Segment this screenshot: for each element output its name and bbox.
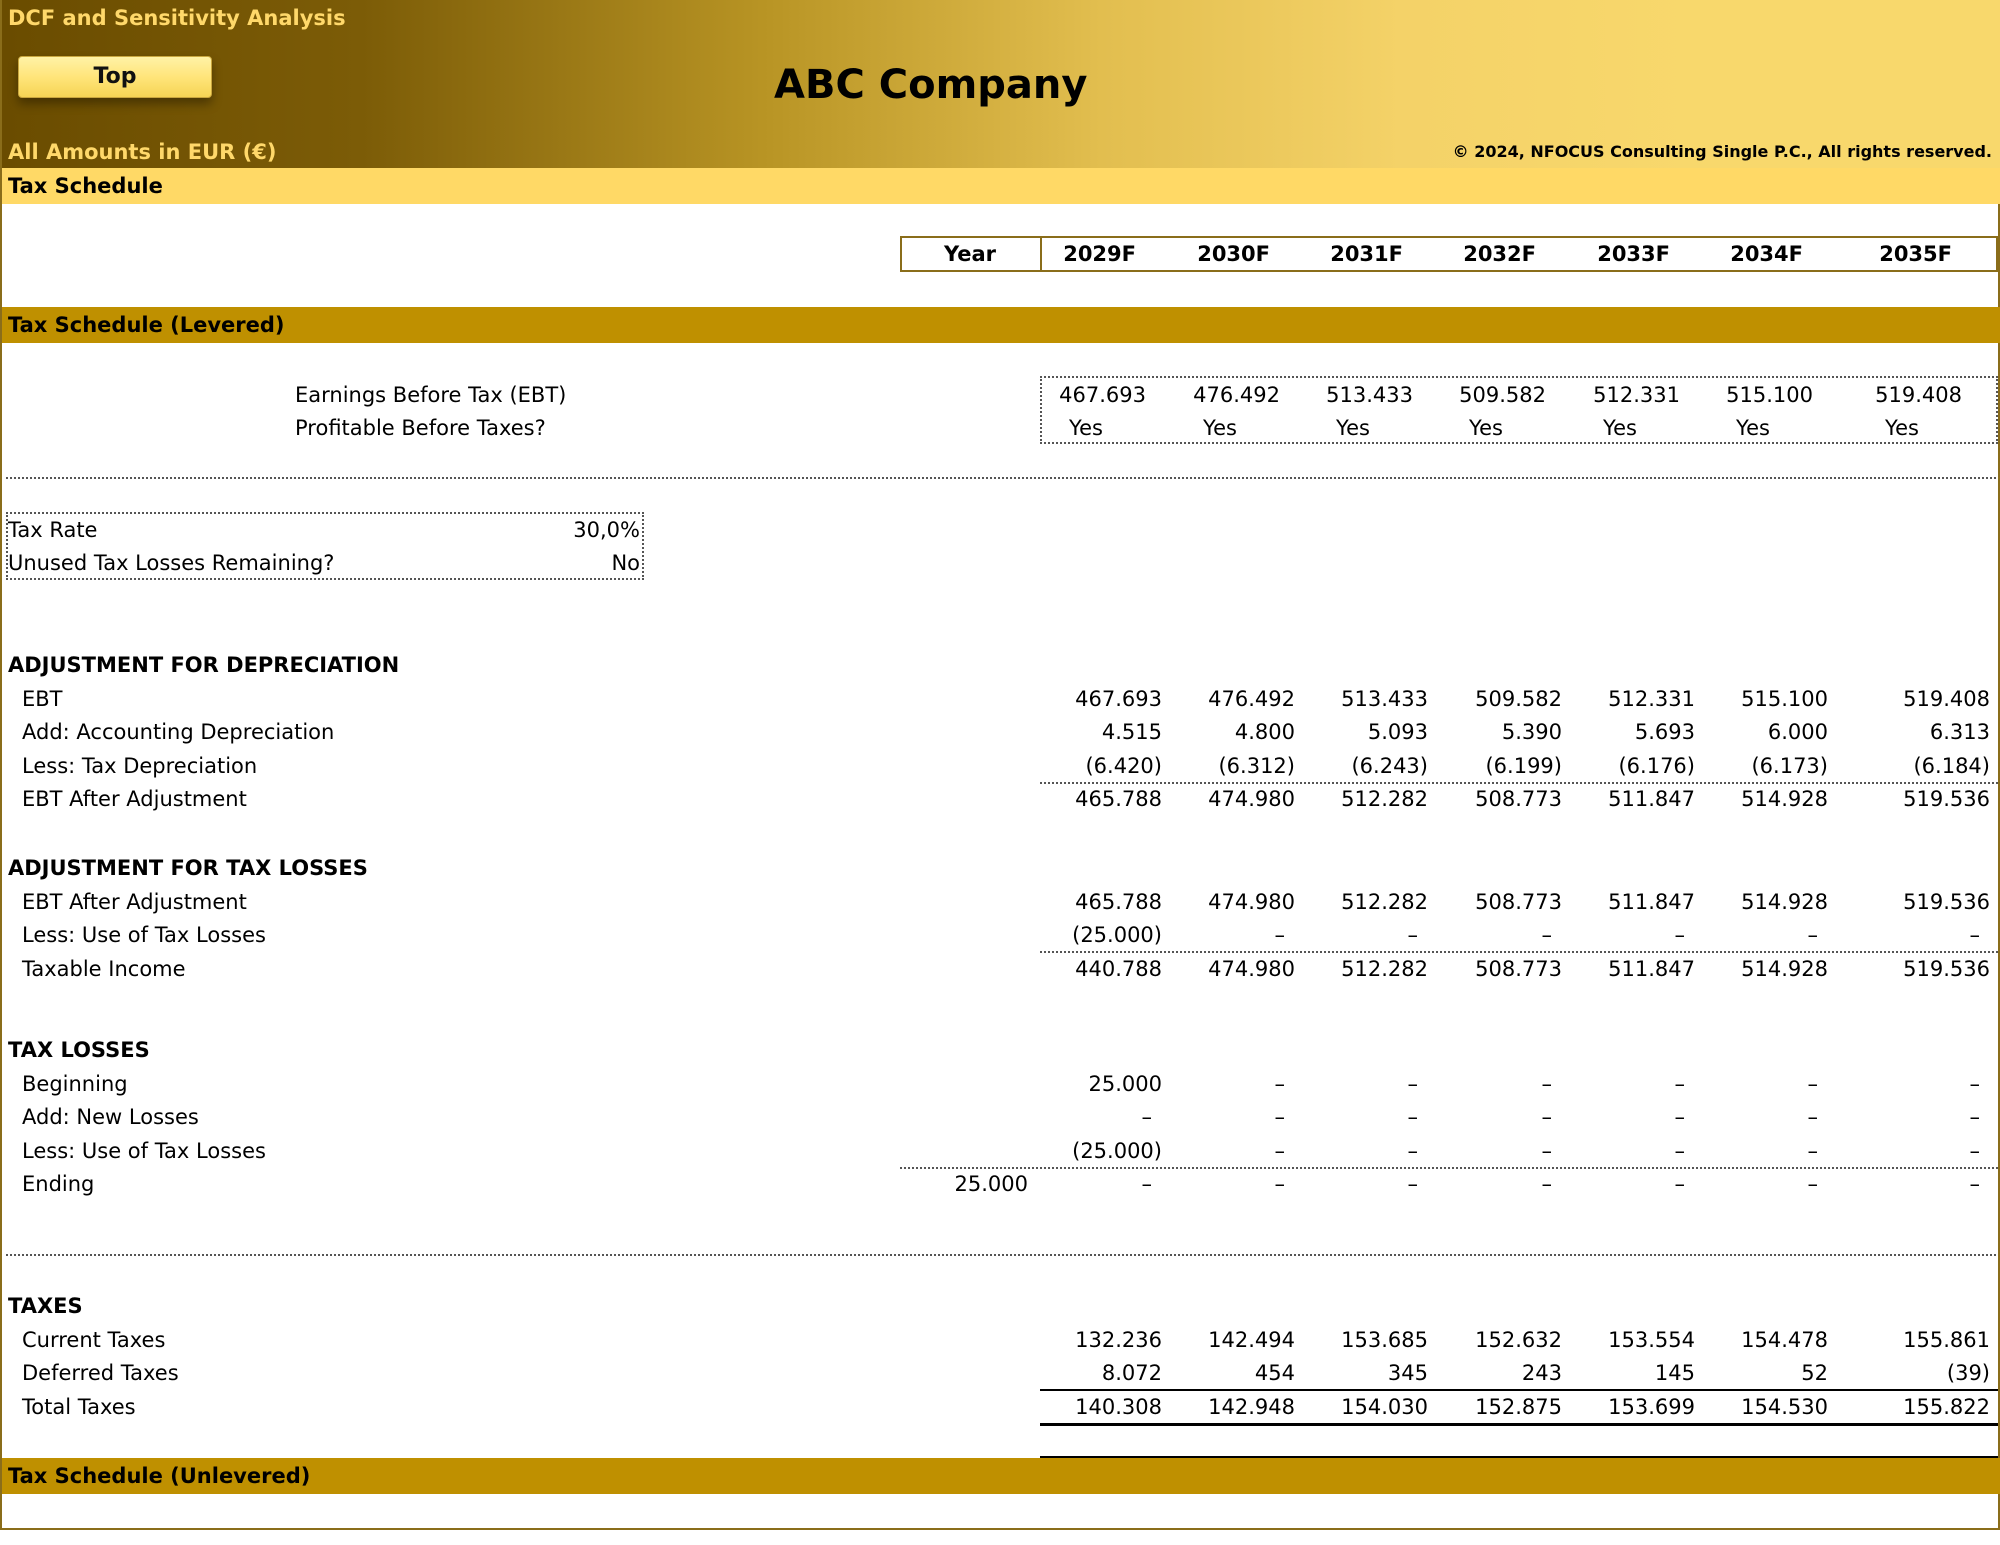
value-cell: 474.980 xyxy=(1208,889,1295,914)
ebt-cell: 509.582 xyxy=(1459,383,1546,407)
value-cell: – xyxy=(1407,923,1418,948)
section-title: TAXES xyxy=(8,1294,83,1318)
ebt-cell: 476.492 xyxy=(1193,383,1280,407)
value-cell: (6.199) xyxy=(1485,753,1562,778)
value-cell: 132.236 xyxy=(1075,1327,1162,1352)
value-cell: 508.773 xyxy=(1475,787,1562,812)
top-button[interactable]: Top xyxy=(18,56,212,98)
ebt-cell: 512.331 xyxy=(1593,383,1680,407)
value-cell: 5.693 xyxy=(1634,720,1695,745)
row-label: Beginning xyxy=(22,1071,128,1096)
ebt-cell: 515.100 xyxy=(1726,383,1813,407)
value-cell: 155.822 xyxy=(1903,1394,1990,1419)
profitable-cell: Yes xyxy=(1603,416,1637,440)
value-cell: – xyxy=(1141,1105,1152,1130)
value-cell: (25.000) xyxy=(1072,923,1162,948)
value-cell: – xyxy=(1969,923,1980,948)
value-cell: 513.433 xyxy=(1341,686,1428,711)
value-cell: 519.536 xyxy=(1903,956,1990,981)
value-cell: 514.928 xyxy=(1741,889,1828,914)
profitable-cell: Yes xyxy=(1336,416,1370,440)
row-label: Current Taxes xyxy=(22,1327,166,1352)
value-cell: – xyxy=(1969,1138,1980,1163)
value-cell: – xyxy=(1674,1071,1685,1096)
value-cell: – xyxy=(1969,1105,1980,1130)
value-cell: 152.632 xyxy=(1475,1327,1562,1352)
year-header-cell: 2033F xyxy=(1597,242,1670,266)
value-cell: – xyxy=(1407,1105,1418,1130)
ebt-cell: 513.433 xyxy=(1326,383,1413,407)
value-cell: 145 xyxy=(1654,1361,1695,1386)
value-cell: 4.800 xyxy=(1234,720,1295,745)
levered-title: Tax Schedule (Levered) xyxy=(8,313,285,337)
value-cell: 508.773 xyxy=(1475,889,1562,914)
unlevered-title: Tax Schedule (Unlevered) xyxy=(8,1464,311,1488)
value-cell: 476.492 xyxy=(1208,686,1295,711)
value-cell: 440.788 xyxy=(1075,956,1162,981)
value-cell: – xyxy=(1674,1138,1685,1163)
value-cell: (6.312) xyxy=(1218,753,1295,778)
value-cell: – xyxy=(1674,923,1685,948)
value-cell: 6.000 xyxy=(1767,720,1828,745)
value-cell: 465.788 xyxy=(1075,787,1162,812)
value-cell: 474.980 xyxy=(1208,956,1295,981)
value-cell: 345 xyxy=(1387,1361,1428,1386)
separator xyxy=(6,477,1996,479)
value-cell: 512.282 xyxy=(1341,787,1428,812)
profitable-cell: Yes xyxy=(1069,416,1103,440)
value-cell: 142.948 xyxy=(1208,1394,1295,1419)
value-cell: – xyxy=(1407,1172,1418,1197)
value-cell: 152.875 xyxy=(1475,1394,1562,1419)
year-label: Year xyxy=(943,242,997,266)
value-cell: 474.980 xyxy=(1208,787,1295,812)
copyright: © 2024, NFOCUS Consulting Single P.C., All rights reserved. xyxy=(1452,142,1992,161)
levered-band xyxy=(2,307,2000,343)
row-label: EBT After Adjustment xyxy=(22,889,247,914)
profitable-cell: Yes xyxy=(1203,416,1237,440)
value-cell: – xyxy=(1969,1172,1980,1197)
row-label: Ending xyxy=(22,1172,95,1197)
value-cell: – xyxy=(1407,1071,1418,1096)
year-header-cell: 2035F xyxy=(1879,242,1952,266)
row-label: EBT xyxy=(22,686,63,711)
ebt-cell: 467.693 xyxy=(1059,383,1146,407)
profitable-cell: Yes xyxy=(1885,416,1919,440)
value-cell: 243 xyxy=(1521,1361,1562,1386)
section-title: ADJUSTMENT FOR DEPRECIATION xyxy=(8,653,400,677)
value-cell: 512.331 xyxy=(1608,686,1695,711)
value-cell: 140.308 xyxy=(1075,1394,1162,1419)
app-title: DCF and Sensitivity Analysis xyxy=(8,6,346,30)
value-cell: 155.861 xyxy=(1903,1327,1990,1352)
section-title: TAX LOSSES xyxy=(8,1038,150,1062)
value-cell: – xyxy=(1141,1172,1152,1197)
value-cell: – xyxy=(1807,1172,1818,1197)
value-cell: – xyxy=(1407,1138,1418,1163)
value-cell: – xyxy=(1274,1138,1285,1163)
value-cell: – xyxy=(1541,1138,1552,1163)
value-cell: (25.000) xyxy=(1072,1138,1162,1163)
ebt-label: Earnings Before Tax (EBT) xyxy=(295,383,567,407)
value-cell: (6.176) xyxy=(1618,753,1695,778)
profitable-label: Profitable Before Taxes? xyxy=(295,416,546,440)
value-cell: (6.173) xyxy=(1751,753,1828,778)
value-cell: – xyxy=(1674,1105,1685,1130)
profitable-cell: Yes xyxy=(1469,416,1503,440)
value-cell: – xyxy=(1807,923,1818,948)
profitable-cell: Yes xyxy=(1736,416,1770,440)
sheet-title-band xyxy=(2,168,2000,204)
row-label: Less: Use of Tax Losses xyxy=(22,1138,266,1163)
value-cell: – xyxy=(1541,1071,1552,1096)
value-cell: 519.536 xyxy=(1903,787,1990,812)
sheet-title: Tax Schedule xyxy=(8,174,163,198)
tax-rate-value[interactable]: 30,0% xyxy=(573,518,640,542)
value-cell: 511.847 xyxy=(1608,889,1695,914)
value-cell: 153.685 xyxy=(1341,1327,1428,1352)
total-rule xyxy=(1040,951,1998,953)
value-cell: 153.554 xyxy=(1608,1327,1695,1352)
value-cell: – xyxy=(1969,1071,1980,1096)
value-cell: 514.928 xyxy=(1741,956,1828,981)
year-header-cell: 2034F xyxy=(1730,242,1803,266)
value-cell: – xyxy=(1674,1172,1685,1197)
value-cell: – xyxy=(1807,1105,1818,1130)
value-cell: 509.582 xyxy=(1475,686,1562,711)
value-cell: 8.072 xyxy=(1101,1361,1162,1386)
value-cell: 467.693 xyxy=(1075,686,1162,711)
row-label: Less: Use of Tax Losses xyxy=(22,923,266,948)
row-label: Deferred Taxes xyxy=(22,1361,179,1386)
value-cell: 153.699 xyxy=(1608,1394,1695,1419)
value-cell: 512.282 xyxy=(1341,889,1428,914)
row-label: Add: Accounting Depreciation xyxy=(22,720,335,745)
value-cell: 6.313 xyxy=(1929,720,1990,745)
value-cell: 514.928 xyxy=(1741,787,1828,812)
separator xyxy=(6,1254,1996,1256)
value-cell: 511.847 xyxy=(1608,956,1695,981)
value-cell: – xyxy=(1807,1071,1818,1096)
value-cell: 52 xyxy=(1801,1361,1828,1386)
row-label: Total Taxes xyxy=(22,1394,136,1419)
unused-losses-label: Unused Tax Losses Remaining? xyxy=(8,551,335,575)
currency-note: All Amounts in EUR (€) xyxy=(8,140,277,164)
total-rule xyxy=(1040,1389,1998,1391)
value-cell: 515.100 xyxy=(1741,686,1828,711)
value-cell: 154.530 xyxy=(1741,1394,1828,1419)
company-name: ABC Company xyxy=(774,62,1088,108)
section-title: ADJUSTMENT FOR TAX LOSSES xyxy=(8,856,368,880)
value-cell: – xyxy=(1541,923,1552,948)
total-rule xyxy=(1040,782,1998,784)
unused-losses-value[interactable]: No xyxy=(611,551,640,575)
total-rule xyxy=(900,1167,1998,1169)
tax-rate-label: Tax Rate xyxy=(8,518,98,542)
value-cell: 154.030 xyxy=(1341,1394,1428,1419)
value-cell: 512.282 xyxy=(1341,956,1428,981)
row-label: Less: Tax Depreciation xyxy=(22,753,258,778)
value-cell: 519.408 xyxy=(1903,686,1990,711)
value-cell: (6.243) xyxy=(1351,753,1428,778)
value-cell: 25.000 xyxy=(1088,1071,1162,1096)
value-cell: (6.420) xyxy=(1085,753,1162,778)
value-cell: (39) xyxy=(1946,1361,1990,1386)
value-cell: 465.788 xyxy=(1075,889,1162,914)
value-cell: – xyxy=(1541,1172,1552,1197)
year-header-cell: 2029F xyxy=(1063,242,1136,266)
value-cell: – xyxy=(1274,1071,1285,1096)
unlevered-band xyxy=(2,1458,2000,1494)
ebt-cell: 519.408 xyxy=(1875,383,1962,407)
value-cell: – xyxy=(1274,923,1285,948)
value-cell: – xyxy=(1274,1172,1285,1197)
value-cell: (6.184) xyxy=(1913,753,1990,778)
value-cell: 454 xyxy=(1254,1361,1295,1386)
row-label: Taxable Income xyxy=(22,956,186,981)
value-cell: 5.093 xyxy=(1367,720,1428,745)
row-label: Add: New Losses xyxy=(22,1105,199,1130)
value-cell: 154.478 xyxy=(1741,1327,1828,1352)
value-cell: 508.773 xyxy=(1475,956,1562,981)
value-cell: – xyxy=(1274,1105,1285,1130)
header-banner xyxy=(2,0,2000,168)
value-cell: – xyxy=(1541,1105,1552,1130)
value-cell: 511.847 xyxy=(1608,787,1695,812)
value-cell: 5.390 xyxy=(1501,720,1562,745)
value-cell: – xyxy=(1807,1138,1818,1163)
value-cell: 142.494 xyxy=(1208,1327,1295,1352)
year-header-cell: 2032F xyxy=(1463,242,1536,266)
year-header-cell: 2030F xyxy=(1197,242,1270,266)
value-cell: 519.536 xyxy=(1903,889,1990,914)
value-cell: 4.515 xyxy=(1101,720,1162,745)
year-header-cell: 2031F xyxy=(1330,242,1403,266)
ending-opening-value: 25.000 xyxy=(954,1172,1028,1197)
total-rule xyxy=(1040,1423,1998,1426)
row-label: EBT After Adjustment xyxy=(22,787,247,812)
